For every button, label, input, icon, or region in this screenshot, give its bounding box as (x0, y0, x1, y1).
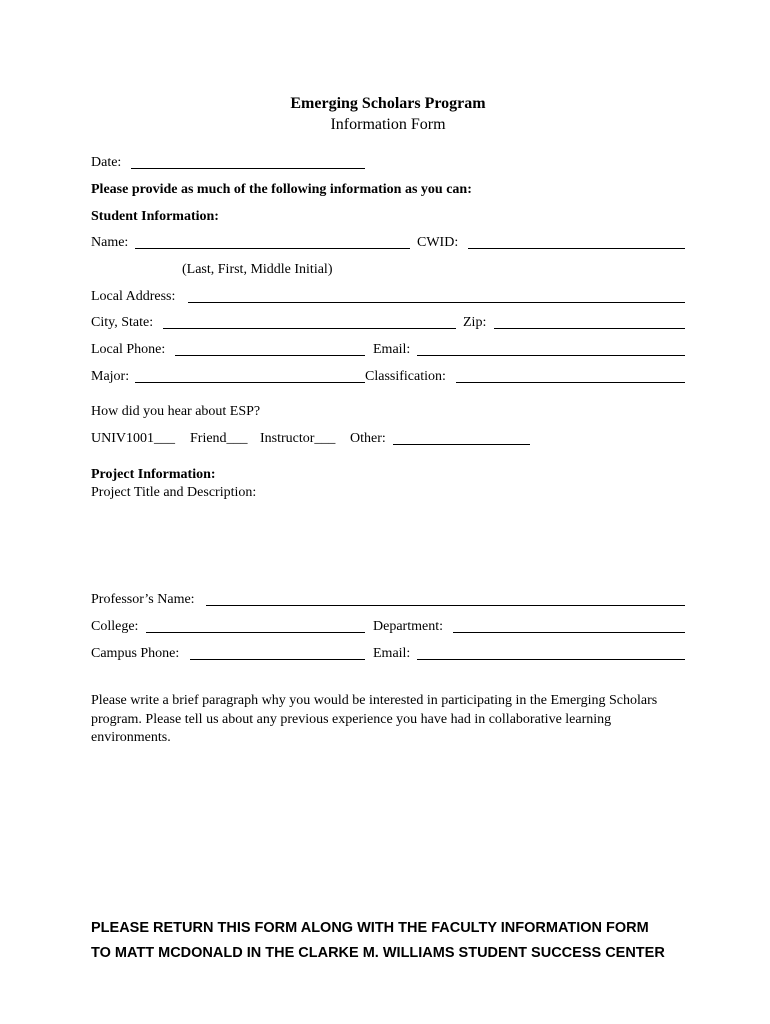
footer-line-1: PLEASE RETURN THIS FORM ALONG WITH THE FACULTY INFORMATION FORM (91, 920, 649, 936)
cwid-label: CWID: (417, 235, 459, 250)
major-field[interactable] (135, 382, 365, 383)
professor-email-label: Email: (373, 646, 411, 661)
local-address-label: Local Address: (91, 289, 176, 304)
zip-field[interactable] (494, 328, 685, 329)
instructions-text: Please provide as much of the following information as you can: (91, 182, 472, 197)
form-subtitle: Information Form (330, 116, 446, 133)
referral-option-friend[interactable]: Friend___ (190, 431, 248, 446)
local-address-field[interactable] (188, 302, 685, 303)
name-label: Name: (91, 235, 129, 250)
project-description-area[interactable] (91, 503, 685, 585)
referral-other-field[interactable] (393, 444, 530, 445)
local-phone-field[interactable] (175, 355, 365, 356)
cwid-field[interactable] (468, 248, 685, 249)
footer-notice (91, 916, 751, 966)
professor-name-label: Professor’s Name: (91, 592, 195, 607)
classification-field[interactable] (456, 382, 685, 383)
local-phone-label: Local Phone: (91, 342, 166, 357)
zip-label: Zip: (463, 315, 487, 330)
referral-option-other: Other: (350, 431, 386, 446)
date-label: Date: (91, 155, 122, 170)
name-field[interactable] (135, 248, 410, 249)
department-label: Department: (373, 619, 443, 634)
campus-phone-field[interactable] (190, 659, 365, 660)
student-email-label: Email: (373, 342, 411, 357)
classification-label: Classification: (365, 369, 446, 384)
footer-line-2: TO MATT MCDONALD IN THE CLARKE M. WILLIAMS STUDENT SUCCESS CENTER (91, 945, 665, 961)
student-info-heading: Student Information: (91, 209, 219, 224)
date-field[interactable] (131, 168, 365, 169)
name-format-hint: (Last, First, Middle Initial) (182, 262, 333, 277)
referral-option-univ1001[interactable]: UNIV1001___ (91, 431, 175, 446)
essay-prompt: Please write a brief paragraph why you would be interested in participating in the Emerging Scholars program. Please tell us about any previous experience you have had in collaborative learning environments. (91, 693, 658, 745)
city-state-label: City, State: (91, 315, 154, 330)
professor-email-field[interactable] (417, 659, 685, 660)
city-state-field[interactable] (163, 328, 456, 329)
college-field[interactable] (146, 632, 365, 633)
project-title-label: Project Title and Description: (91, 485, 257, 500)
referral-question: How did you hear about ESP? (91, 404, 261, 419)
form-title: Emerging Scholars Program (290, 95, 486, 112)
department-field[interactable] (453, 632, 685, 633)
project-info-heading: Project Information: (91, 467, 216, 482)
professor-name-field[interactable] (206, 605, 685, 606)
campus-phone-label: Campus Phone: (91, 646, 180, 661)
major-label: Major: (91, 369, 130, 384)
essay-response-area[interactable] (91, 752, 685, 902)
referral-option-instructor[interactable]: Instructor___ (260, 431, 336, 446)
college-label: College: (91, 619, 139, 634)
student-email-field[interactable] (417, 355, 685, 356)
